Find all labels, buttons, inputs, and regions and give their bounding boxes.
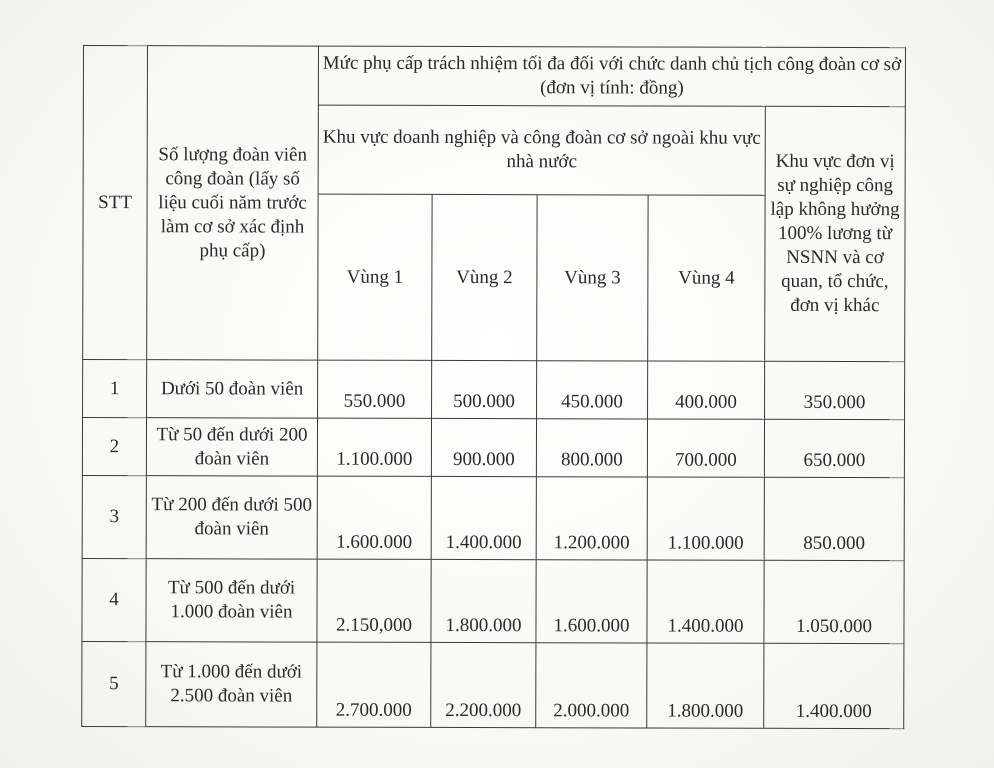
row-value-region-2: 500.000 — [432, 360, 537, 418]
row-value-region-1: 1.600.000 — [317, 476, 431, 559]
row-value-region-4: 1.100.000 — [647, 477, 764, 560]
row-value-public-sector: 650.000 — [764, 419, 904, 477]
row-value-region-2: 1.400.000 — [431, 476, 536, 559]
table-row — [82, 475, 904, 560]
row-member-range: Dưới 50 đoàn viên — [147, 360, 318, 418]
row-value-region-4: 700.000 — [647, 419, 764, 477]
row-value-region-1: 550.000 — [318, 360, 432, 418]
row-value-public-sector: 850.000 — [764, 477, 904, 560]
row-member-range: Từ 200 đến dưới 500 đoàn viên — [146, 476, 317, 559]
row-value-region-1: 2.150,000 — [317, 559, 431, 642]
row-value-public-sector: 1.050.000 — [764, 560, 904, 643]
row-value-region-3: 1.600.000 — [536, 560, 647, 643]
header-region-2: Vùng 2 — [432, 194, 537, 360]
row-stt: 3 — [82, 475, 146, 558]
header-region-4: Vùng 4 — [648, 195, 765, 361]
table-row — [82, 418, 904, 478]
row-value-region-2: 2.200.000 — [431, 642, 536, 727]
row-value-public-sector: 1.400.000 — [764, 643, 904, 728]
row-member-range: Từ 500 đến dưới 1.000 đoàn viên — [146, 559, 317, 642]
table-row — [82, 641, 904, 728]
row-stt: 1 — [83, 360, 147, 418]
row-value-region-2: 900.000 — [431, 418, 536, 476]
header-region-1: Vùng 1 — [318, 194, 432, 360]
header-public-sector: Khu vực đơn vị sự nghiệp công lập không hưởng 100% lương từ NSNN và cơ quan, tổ chức, đơn vị khác — [765, 106, 906, 361]
header-main-title: Mức phụ cấp trách nhiệm tối đa đối với chức danh chủ tịch công đoàn cơ sở (đơn vị tính: đồng) — [318, 46, 905, 107]
table-row — [82, 558, 904, 643]
row-value-region-2: 1.800.000 — [431, 559, 536, 642]
row-value-region-4: 1.800.000 — [647, 643, 764, 728]
row-value-region-3: 800.000 — [536, 419, 647, 477]
header-enterprise-sector: Khu vực doanh nghiệp và công đoàn cơ sở ngoài khu vực nhà nước — [318, 105, 765, 195]
row-stt: 2 — [82, 418, 146, 476]
row-value-region-4: 1.400.000 — [647, 560, 764, 643]
allowance-table — [81, 45, 906, 729]
row-stt: 5 — [82, 641, 146, 726]
row-value-public-sector: 350.000 — [765, 361, 905, 419]
header-stt: STT — [83, 46, 148, 360]
table-row — [83, 360, 905, 420]
row-value-region-1: 1.100.000 — [317, 418, 431, 476]
row-value-region-3: 450.000 — [537, 361, 648, 419]
row-value-region-4: 400.000 — [648, 361, 765, 419]
row-stt: 4 — [82, 558, 146, 641]
header-member-count: Số lượng đoàn viên công đoàn (lấy số liệu cuối năm trước làm cơ sở xác định phụ cấp) — [147, 46, 319, 360]
row-value-region-3: 1.200.000 — [536, 477, 647, 560]
row-member-range: Từ 50 đến dưới 200 đoàn viên — [146, 418, 317, 476]
row-member-range: Từ 1.000 đến dưới 2.500 đoàn viên — [146, 642, 317, 727]
row-value-region-3: 2.000.000 — [536, 643, 647, 728]
row-value-region-1: 2.700.000 — [317, 642, 431, 727]
header-region-3: Vùng 3 — [537, 195, 648, 361]
